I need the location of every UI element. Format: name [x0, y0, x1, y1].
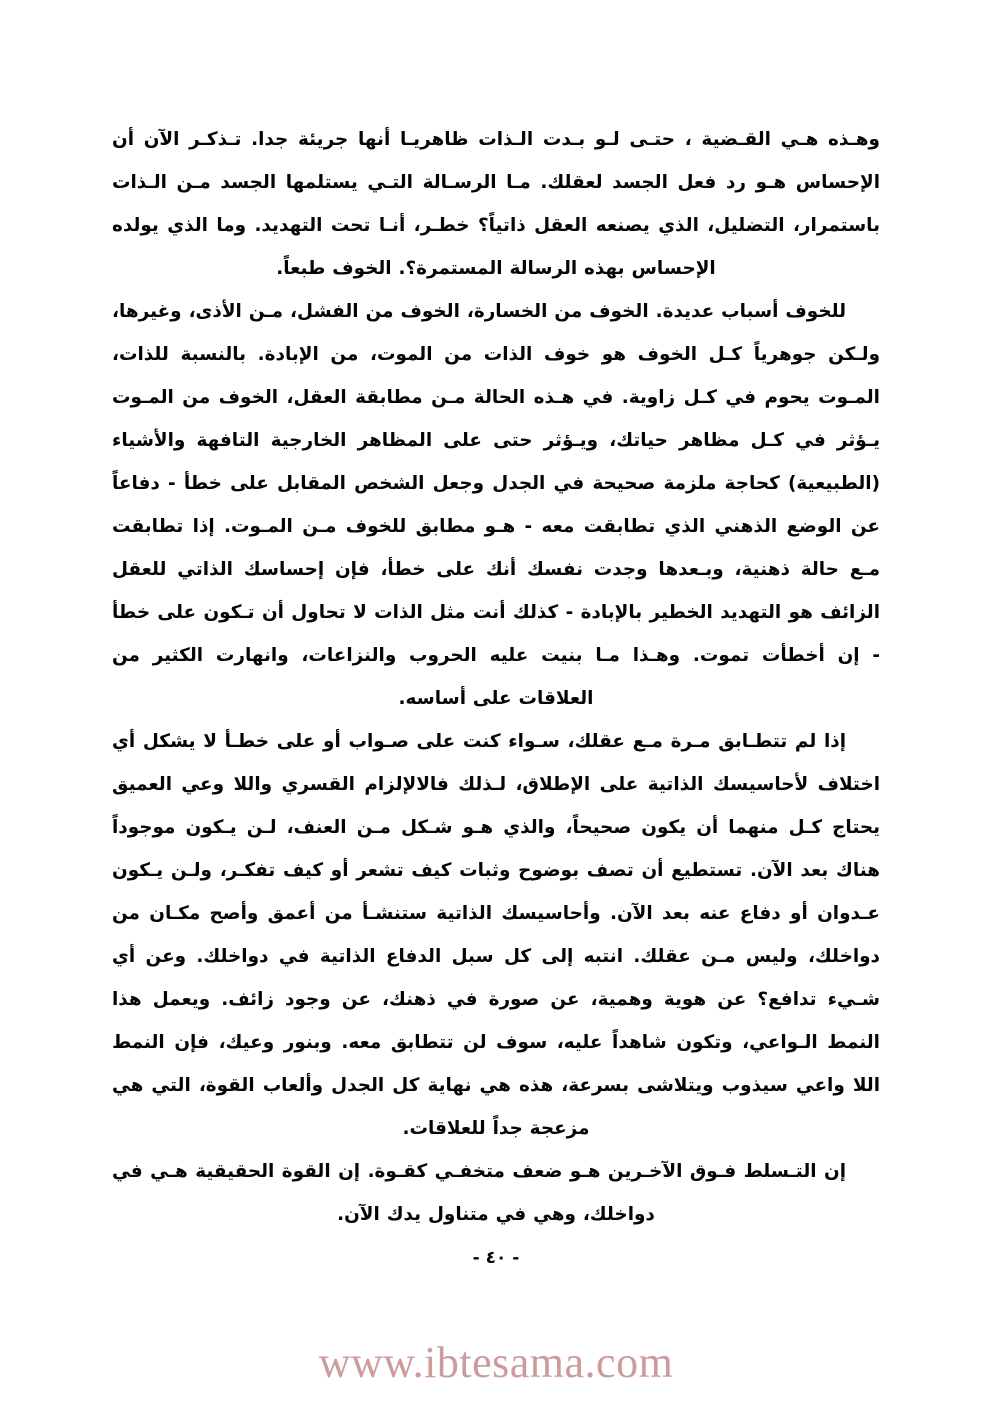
site-watermark: www.ibtesama.com — [318, 1338, 674, 1387]
paragraph-1: وهـذه هـي القـضية ، حتـى لـو بـدت الـذات ظاهريـا أنها جريئة جدا. تـذكـر الآن أن الإحساس هـو رد فعل الجسد لعقلك. مـا الرسـالة التـي يستلمها الجسد مـن الـذات باستمرار، التضليل، الذي يصنعه العقل ذاتياً؟ خطـر، أنـا تحت التهديد. وما الذي يولده الإحساس بهذه الرسالة المستمرة؟. الخوف طبعاً. — [112, 129, 880, 279]
paragraph-2: للخوف أسباب عديدة. الخوف من الخسارة، الخوف من الفشل، مـن الأذى، وغيرها، ولـكن جوهرياً كـل الخوف هو خوف الذات من الموت، من الإبادة. بالنسبة للذات، المـوت يحوم في كـل زاوية. في هـذه الحالة مـن مطابقة العقل، الخوف من المـوت يـؤثر في كـل مظاهر حياتك، ويـؤثر حتى على المظاهر الخارجية التافهة والأشياء (الطبيعية) كحاجة ملزمة صحيحة في الجدل وجعل الشخص المقابل على خطأ - دفاعاً عن الوضع الذهني الذي تطابقت معه - هـو مطابق للخوف مـن المـوت. إذا تطابقت مـع حالة ذهنية، وبـعدها وجدت نفسك أنك على خطأ، فإن إحساسك الذاتي للعقل الزائف هو التهديد الخطير بالإبادة - كذلك أنت مثل الذات لا تحاول أن تـكون على خطأ - إن أخطأت تموت. وهـذا مـا بنيت عليه الحروب والنزاعات، وانهارت الكثير من العلاقات على أساسه. — [112, 301, 880, 709]
page-body-text — [112, 118, 880, 1236]
page-number-folio: - ٤٠ - — [472, 1248, 520, 1268]
paragraph-3: إذا لم تتطـابق مـرة مـع عقلك، سـواء كنت على صـواب أو على خطـأ لا يشكل أي اختلاف لأحاسيسك الذاتية على الإطلاق، لـذلك فالالإلزام القسري واللا وعي العميق يحتاج كـل منهما أن يكون صحيحاً، والذي هـو شـكل مـن العنف، لـن يـكون موجوداً هناك بعد الآن. تستطيع أن تصف بوضوح وثبات كيف تشعر أو كيف تفكـر، ولـن يـكون عـدوان أو دفاع عنه بعد الآن. وأحاسيسك الذاتية ستنشـأ من أعمق وأصح مكـان من دواخلك، وليس مـن عقلك. انتبه إلى كل سبل الدفاع الذاتية في دواخلك. وعن أي شـيء تدافع؟ عن هوية وهمية، عن صورة في ذهنك، عن وجود زائف. ويعمل هذا النمط الـواعي، وتكون شاهداً عليه، سوف لن تتطابق معه. وبنور وعيك، فإن النمط اللا واعي سيذوب ويتلاشى بسرعة، هذه هي نهاية كل الجدل وألعاب القوة، التي هي مزعجة جداً للعلاقات. — [112, 731, 880, 1139]
paragraph-4: إن التـسلط فـوق الآخـرين هـو ضعف متخفـي كقـوة. إن القوة الحقيقية هـي في دواخلك، وهي في متناول يدك الآن. — [112, 1161, 846, 1225]
